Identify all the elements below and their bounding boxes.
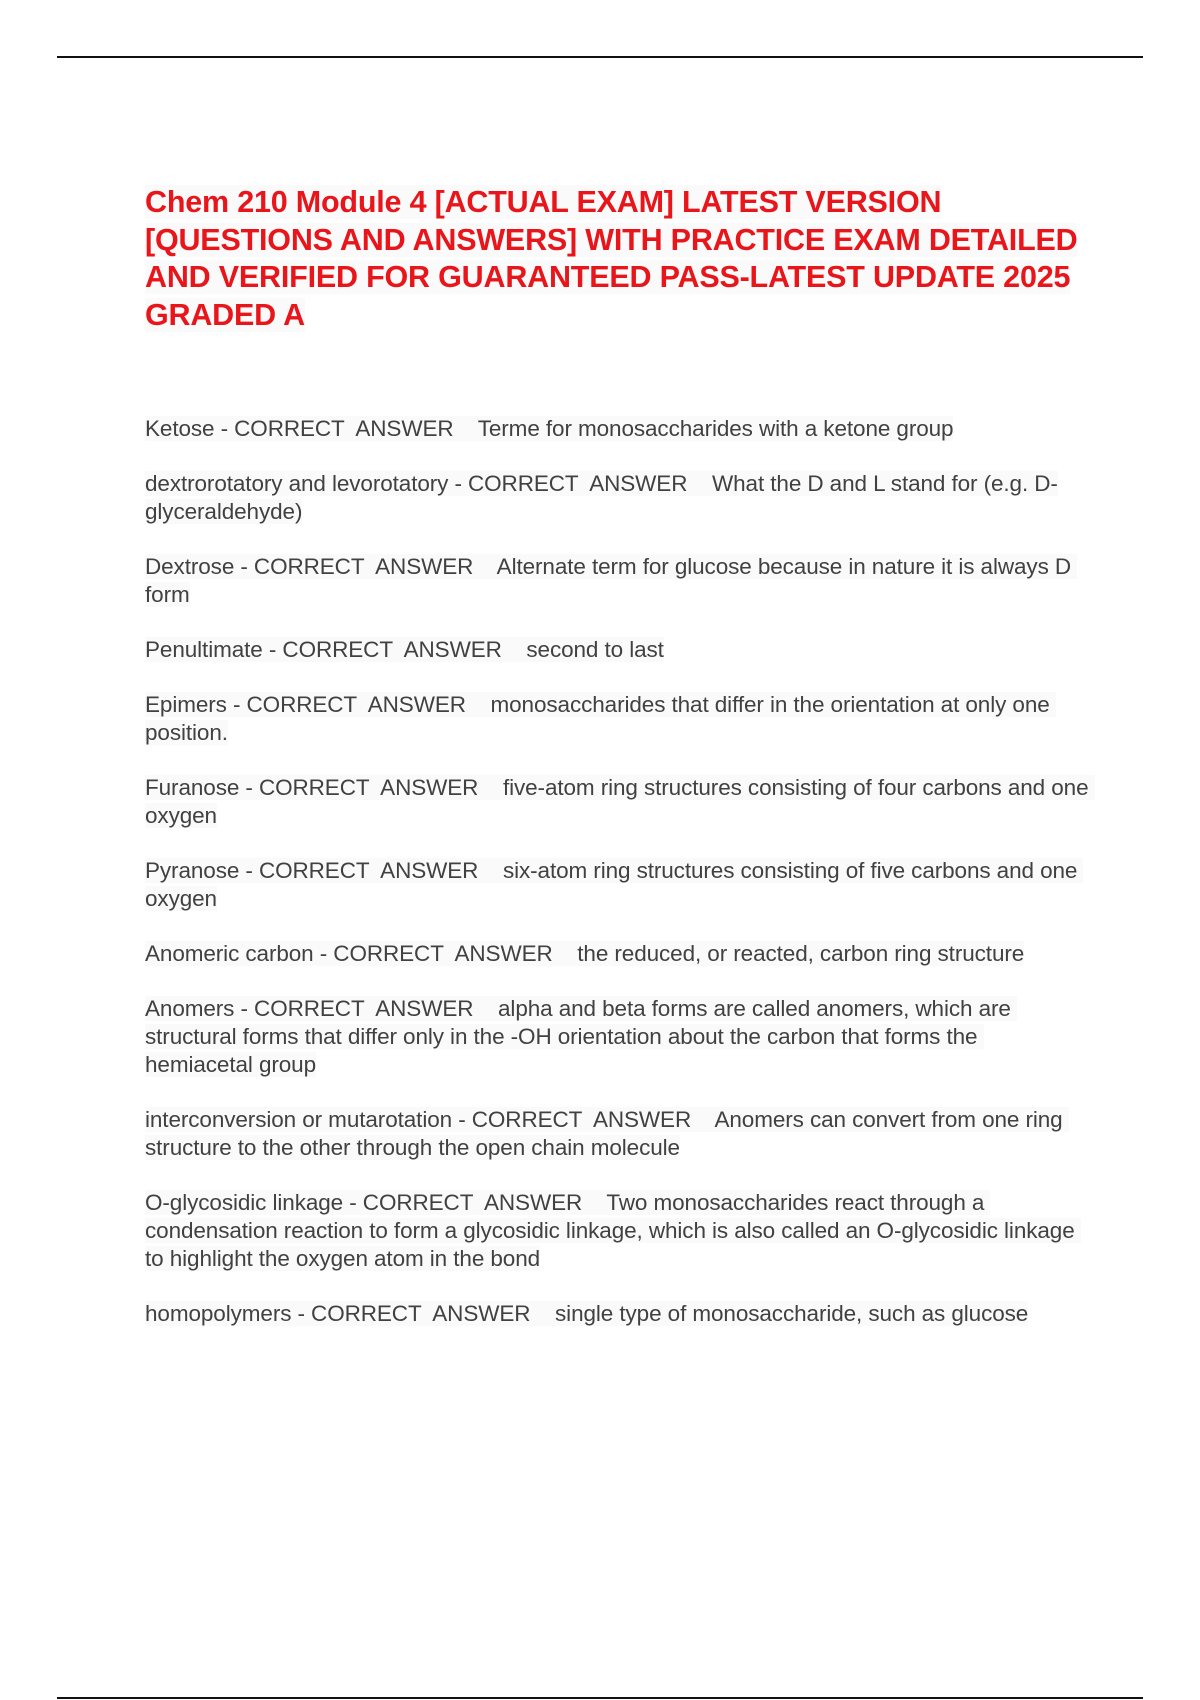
- entry-definition: six-atom ring structures consisting of five carbons and one oxygen: [145, 858, 1084, 911]
- flashcard-list: [145, 415, 1095, 1328]
- correct-answer-label: - CORRECT ANSWER: [262, 637, 527, 662]
- entry-definition: monosaccharides that differ in the orientation at only one position.: [145, 692, 1056, 745]
- entry-term: Dextrose: [145, 554, 235, 579]
- entry-definition: Anomers can convert from one ring structure to the other through the open chain molecule: [145, 1107, 1069, 1160]
- flashcard-entry: [145, 691, 1090, 747]
- entry-term: O-glycosidic linkage: [145, 1190, 344, 1215]
- correct-answer-label: - CORRECT ANSWER: [226, 692, 491, 717]
- correct-answer-label: - CORRECT ANSWER: [234, 554, 497, 579]
- flashcard-entry: [145, 1300, 1090, 1328]
- entry-definition: single type of monosaccharide, such as glucose: [555, 1301, 1029, 1326]
- entry-definition: second to last: [526, 637, 664, 662]
- flashcard-entry: [145, 1189, 1090, 1273]
- flashcard-entry: [145, 774, 1095, 830]
- entry-definition: What the D and L stand for (e.g. D-glyceraldehyde): [145, 471, 1058, 524]
- entry-term: Ketose: [145, 416, 215, 441]
- flashcard-entry: [145, 1106, 1090, 1162]
- flashcard-entry: [145, 995, 1090, 1079]
- entry-term: Epimers: [145, 692, 227, 717]
- correct-answer-label: - CORRECT ANSWER: [452, 1107, 715, 1132]
- correct-answer-label: - CORRECT ANSWER: [313, 941, 578, 966]
- correct-answer-label: - CORRECT ANSWER: [234, 996, 499, 1021]
- entry-term: Furanose: [145, 775, 240, 800]
- flashcard-entry: [145, 415, 1090, 443]
- flashcard-entry: [145, 857, 1090, 913]
- flashcard-entry: [145, 470, 1090, 526]
- document-title-text: Chem 210 Module 4 [ACTUAL EXAM] LATEST VERSION [QUESTIONS AND ANSWERS] WITH PRACTICE EXAM DETAILED AND VERIFIED FOR GUARANTEED PASS-LATEST UPDATE 2025 GRADED A: [145, 185, 1078, 332]
- header-divider: [57, 56, 1143, 58]
- entry-term: Penultimate: [145, 637, 263, 662]
- flashcard-entry: [145, 636, 1090, 664]
- entry-term: dextrorotatory and levorotatory: [145, 471, 449, 496]
- entry-term: homopolymers: [145, 1301, 292, 1326]
- correct-answer-label: - CORRECT ANSWER: [214, 416, 478, 441]
- correct-answer-label: - CORRECT ANSWER: [343, 1190, 607, 1215]
- footer-divider: [57, 1697, 1143, 1699]
- entry-definition: Terme for monosaccharides with a ketone group: [477, 416, 954, 441]
- entry-term: Anomers: [145, 996, 235, 1021]
- entry-term: Pyranose: [145, 858, 240, 883]
- flashcard-entry: [145, 553, 1090, 609]
- entry-definition: Alternate term for glucose because in nature it is always D form: [145, 554, 1078, 607]
- entry-definition: five-atom ring structures consisting of four carbons and one oxygen: [145, 775, 1095, 828]
- correct-answer-label: - CORRECT ANSWER: [239, 775, 503, 800]
- entry-term: Anomeric carbon: [145, 941, 314, 966]
- document-body: [145, 184, 1095, 1355]
- flashcard-entry: [145, 940, 1090, 968]
- correct-answer-label: - CORRECT ANSWER: [239, 858, 503, 883]
- entry-definition: Two monosaccharides react through a condensation reaction to form a glycosidic linkage, which is also called an O-glycosidic linkage to highlight the oxygen atom in the bond: [145, 1190, 1081, 1271]
- correct-answer-label: - CORRECT ANSWER: [291, 1301, 556, 1326]
- entry-term: interconversion or mutarotation: [145, 1107, 453, 1132]
- correct-answer-label: - CORRECT ANSWER: [448, 471, 712, 496]
- entry-definition: the reduced, or reacted, carbon ring structure: [577, 941, 1025, 966]
- document-title: [145, 184, 1090, 334]
- entry-definition: alpha and beta forms are called anomers, which are structural forms that differ only in the -OH orientation about the carbon that forms the hemiacetal group: [145, 996, 1017, 1077]
